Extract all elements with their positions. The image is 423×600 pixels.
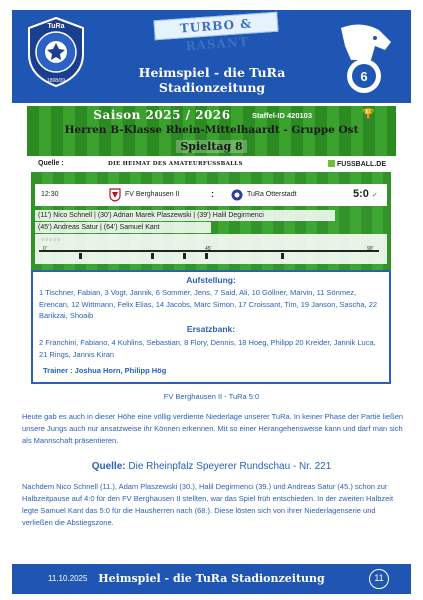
chevron-check-icon: ✓ [372,192,378,199]
lineup-players: 1 Tischner, Fabian, 3 Vogt, Jannik, 6 Sommer, Jens, 7 Said, Ali, 10 Göllner, Marvin, 11 Sönmez, Erencan, 12 Wittmann, Felix Elias, 14 Jacobs, Marc Simon, 17 Croissant, Tim, 19 Janson, Sascha, 22 Barikzai, Shoaib [39,288,378,320]
fussball-de-label: FUSSBALL.DE [337,161,386,168]
match-panel [31,172,391,270]
timeline-tick-end: 90' [367,246,374,252]
mascot-number: 6 [360,69,368,84]
lineup-heading: Aufstellung: [186,275,236,285]
article-paragraph-2: Nachdem Nico Schnell (11.), Adam Plaszewski (30.), Halil Degirmenci (39.) und Andreas Satur (45.) schon zur Halbzeitpause auf 4:0 für den FV Berghausen II stellten, war das Spiel früh entschieden. In der zweiten Halbzeit legte Samuel Kant das 5:0 für die Hausherren nach (68.). Diese lösten sich von ihrer Niederlagenserie und verließen die Abstiegszone. [22,482,394,527]
bench-heading: Ersatzbank: [186,324,236,334]
result-line: FV Berghausen II - TuRa 5:0 [163,392,260,401]
club-crest-logo [25,16,87,88]
lineup-box [31,270,391,384]
goal-marker [151,253,154,259]
turbo-rasant-sticker: TURBO & RASANT [153,12,278,41]
season-banner [27,106,396,156]
league-title: Herren B-Klasse Rhein-Mittelhaardt - Gruppe Ost [64,124,359,136]
footer-title: Heimspiel - die TuRa Stadionzeitung [98,572,325,585]
trainer-line: Trainer : Joshua Horn, Philipp Hög [43,366,167,375]
svg-text:TuRa: TuRa [47,23,65,30]
timeline-tick-half: 45' [205,246,212,252]
matchday-label: Spieltag 8 [176,140,246,153]
final-score: 5:0 [353,188,369,200]
match-timeline [35,234,387,264]
goal-marker [281,253,284,259]
home-team-name: FV Berghausen II [125,191,180,198]
timeline-dots: ○○○○○ [41,237,62,243]
matchday-title [27,140,396,153]
source-label: Quelle : [38,160,64,167]
goal-marker [205,253,208,259]
home-crest-icon [109,188,121,202]
article-source-text: Die Rheinpfalz Speyerer Rundschau - Nr. 221 [128,461,332,472]
article-paragraph-1: Heute gab es auch in dieser Höhe eine völlig verdiente Niederlage unserer TuRa. In keiner Phase der Partie ließen unsere Jungs auch nur ansatzweise ihr Können erkennen. Mit so einer Herangehensweise kann und darf man sich als Mannschaft präsentieren. [22,412,404,445]
staffel-id: Staffel-ID 420103 [252,111,313,120]
source-slogan: DIE HEIMAT DES AMATEURFUSSBALLS [108,161,243,167]
away-team-name: TuRa Otterstadt [247,191,297,198]
page-footer [12,564,411,594]
goal-marker [183,253,186,259]
page-header [12,10,411,103]
timeline-tick-start: 0' [43,246,47,252]
fussball-de-icon [328,160,335,167]
bench-players: 2 Franchini, Fabiano, 4 Kuhlins, Sebastian, 8 Flory, Dennis, 18 Hoeg, Philipp 20 Kreider, Jannik Luca, 21 Rings, Jannis Kiran [39,338,376,359]
away-crest-icon [231,188,243,202]
page-number: 11 [369,569,389,589]
fussball-de-logo [328,160,386,168]
mascot-dog-icon [331,20,397,96]
page-header-title: Heimspiel - die TuRa Stadionzeitung [138,65,286,95]
score-separator: : [211,189,214,199]
season-title: Saison 2025 / 2026 [93,108,231,122]
article-source-label: Quelle: [91,461,126,472]
footer-date: 11.10.2025 [48,574,88,583]
kickoff-time: 12:30 [41,191,59,198]
goal-marker [79,253,82,259]
trophy-icon: 🏆 [362,109,375,120]
goalscorers-line-1: (11') Nico Schnell | (30') Adrian Marek Plaszewski | (39') Halil Degirmenci [35,210,335,221]
goalscorers-line-2: (45') Andreas Satur | (64') Samuel Kant [35,222,211,233]
match-result-row [35,184,387,206]
source-line [38,160,386,172]
article-source [0,461,423,472]
svg-text:1898/09: 1898/09 [46,78,66,84]
